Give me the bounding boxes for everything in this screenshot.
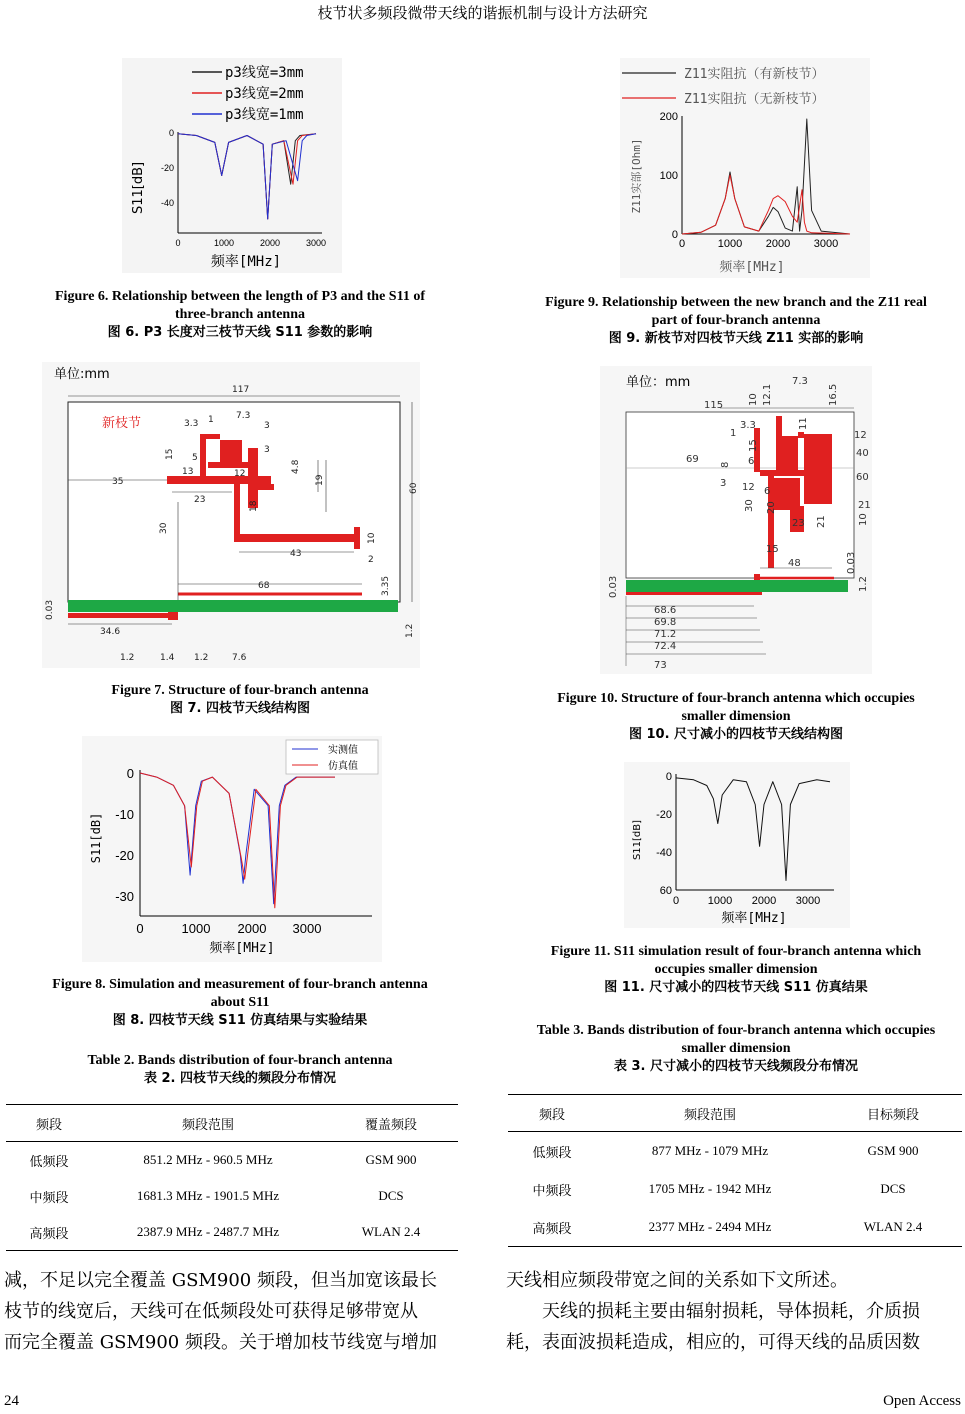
dim-label: 10 (858, 513, 869, 526)
dim-label: 30 (159, 522, 169, 534)
table-header-cell: 频段范围 (596, 1095, 824, 1132)
table-cell: DCS (378, 1188, 404, 1203)
x-axis-label: 频率[MHz] (719, 260, 785, 275)
figure-10-caption-zh: 图 10. 尺寸减小的四枝节天线结构图 (628, 727, 844, 742)
dim-label: 3.35 (381, 575, 391, 596)
dim-label: 23 (792, 518, 805, 529)
legend-label: p3线宽=1mm (225, 107, 304, 123)
dim-label: 115 (704, 400, 724, 411)
dim-label: 3 (264, 421, 270, 431)
dim-label: 3.3 (184, 419, 199, 429)
x-axis-label: 频率[MHz] (721, 911, 787, 926)
dim-label: 12 (234, 469, 246, 479)
table-row (508, 1132, 962, 1171)
table-3-title-zh: 表 3. 尺寸减小的四枝节天线频段分布情况 (613, 1059, 859, 1074)
dim-label: 7.3 (792, 376, 808, 387)
table-header-cell: 频段 (508, 1095, 596, 1132)
table-header-cell: 频段范围 (92, 1105, 324, 1142)
table-cell: WLAN 2.4 (324, 1214, 458, 1251)
dim-label: 60 (856, 472, 869, 483)
x-axis-label: 频率[MHz] (210, 254, 282, 270)
y-tick-label: -40 (656, 847, 672, 859)
y-axis-label: S11[dB] (89, 812, 103, 864)
table-cell: 877 MHz - 1079 MHz (651, 1143, 769, 1158)
figure-8-caption-zh: 图 8. 四枝节天线 S11 仿真结果与实验结果 (112, 1013, 368, 1028)
dim-label: 5 (192, 453, 198, 463)
dim-label: 43 (290, 549, 302, 559)
dim-label: 8 (720, 461, 731, 468)
dim-label: 71.2 (654, 629, 677, 640)
y-axis-label: Z11实部[Ohm] (630, 138, 643, 214)
figure-8-chart (82, 736, 382, 962)
x-axis-label: 频率[MHz] (209, 941, 275, 956)
x-tick-label: 2000 (259, 238, 281, 248)
dim-label: 0.03 (608, 575, 619, 598)
figure-6-caption-en: Figure 6. Relationship between the length of P3 and the S11 of (55, 289, 425, 304)
dim-label: 1.2 (194, 653, 209, 663)
x-tick-label: 2000 (751, 895, 777, 907)
dim-label: 23 (194, 495, 206, 505)
x-tick-label: 0 (672, 895, 680, 907)
table-cell: 2387.9 MHz - 2487.7 MHz (92, 1214, 324, 1251)
dim-label: 1 (208, 415, 214, 425)
table-row (6, 1178, 458, 1214)
dim-label: 7.6 (232, 653, 247, 663)
running-header: 枝节状多频段微带天线的谐振机制与设计方法研究 (317, 4, 648, 22)
journal-footer: Open Access (883, 1393, 961, 1409)
dim-label: 48 (788, 558, 801, 569)
dim-label: 12 (854, 430, 867, 441)
dim-label: 7.3 (236, 411, 251, 421)
dim-label: 72.4 (654, 641, 677, 652)
table-row (6, 1142, 458, 1179)
figure-11-caption-en-2: occupies smaller dimension (654, 962, 818, 977)
dim-label: 1.4 (160, 653, 175, 663)
dim-label: 10 (367, 532, 377, 544)
table-cell: GSM 900 (365, 1152, 417, 1167)
page-number: 24 (4, 1393, 19, 1409)
table-cell: 中频段 (29, 1189, 69, 1205)
dim-label: 1.2 (858, 576, 869, 592)
dim-label: 2 (368, 555, 374, 565)
dim-label: 0.03 (45, 599, 55, 620)
table-3-title-en: Table 3. Bands distribution of four-branch antenna which occupies (536, 1023, 936, 1038)
figure-11-caption-en: Figure 11. S11 simulation result of four-branch antenna which (550, 944, 922, 959)
dim-label: 21 (816, 515, 827, 528)
table-cell: DCS (880, 1181, 906, 1196)
dim-label: 19 (315, 474, 325, 486)
table-header-cell: 目标频段 (824, 1095, 962, 1132)
x-tick-label: 3000 (305, 238, 327, 248)
dim-label: 34.6 (100, 627, 121, 637)
dim-label: 30 (744, 499, 755, 512)
x-tick-label: 0 (175, 238, 181, 248)
table-cell: 高频段 (6, 1214, 92, 1251)
paragraph-line: 耗，表面波损耗造成，相应的，可得天线的品质因数 (506, 1332, 920, 1353)
y-axis-label: S11[dB] (131, 161, 146, 215)
figure-6-chart (122, 58, 342, 273)
dim-label: 3 (720, 478, 727, 489)
legend-label: Z11实阻抗（无新枝节） (684, 92, 825, 107)
dim-label: 1.2 (120, 653, 135, 663)
dim-label: 12.1 (762, 383, 773, 406)
dim-label: 35 (112, 477, 124, 487)
figure-10-caption-en-2: smaller dimension (681, 709, 791, 724)
dim-label: 15 (165, 448, 175, 460)
table-3 (508, 1094, 962, 1247)
figure-9-caption-en: Figure 9. Relationship between the new branch and the Z11 real (545, 295, 927, 310)
figure-10-caption-en: Figure 10. Structure of four-branch antenna which occupies (557, 691, 915, 706)
legend-label: p3线宽=3mm (225, 65, 304, 81)
dim-label: 1.2 (405, 623, 415, 638)
x-tick-label: 1000 (213, 238, 235, 248)
paragraph-line: 减，不足以完全覆盖 GSM900 频段，但当加宽该最长 (4, 1270, 437, 1291)
dim-label: 68 (258, 581, 270, 591)
y-tick-label: 60 (659, 885, 672, 897)
dim-label: 117 (232, 385, 250, 395)
dim-label: 15 (748, 439, 759, 452)
x-tick-label: 2000 (237, 921, 267, 936)
paragraph-line: 天线相应频段带宽之间的关系如下文所述。 (506, 1270, 848, 1291)
figure-8-caption-en: Figure 8. Simulation and measurement of four-branch antenna (52, 977, 428, 992)
table-cell: GSM 900 (867, 1143, 919, 1158)
dim-label: 11 (798, 417, 809, 430)
y-axis-label: S11[dB] (632, 819, 643, 861)
table-2 (6, 1104, 458, 1251)
figure-7-caption-en: Figure 7. Structure of four-branch antenna (111, 683, 369, 698)
x-tick-label: 3000 (813, 238, 839, 250)
dim-label: 6 (764, 486, 771, 497)
table-cell: 2377 MHz - 2494 MHz (596, 1208, 824, 1247)
legend-label: 实测值 (328, 745, 358, 756)
y-tick-label: -20 (656, 809, 672, 821)
table-header-cell: 覆盖频段 (324, 1105, 458, 1142)
dim-label: 60 (409, 482, 419, 494)
figure-11-caption-zh: 图 11. 尺寸减小的四枝节天线 S11 仿真结果 (604, 980, 868, 995)
figure-8-caption-en-2: about S11 (210, 995, 270, 1010)
dim-label: 4.8 (291, 459, 301, 474)
dim-label: 69 (686, 454, 699, 465)
dim-label: 1 (730, 428, 737, 439)
y-tick-label: -20 (115, 848, 134, 863)
dim-label: 21 (858, 500, 871, 511)
dim-label: 40 (856, 448, 869, 459)
legend-label: 仿真值 (328, 761, 358, 772)
dim-label: 10 (748, 393, 759, 406)
figure-7-caption-zh: 图 7. 四枝节天线结构图 (169, 701, 311, 716)
dim-label: 13 (182, 467, 194, 477)
table-cell: 1681.3 MHz - 1901.5 MHz (136, 1188, 280, 1203)
table-cell: WLAN 2.4 (824, 1208, 962, 1247)
table-cell: 高频段 (508, 1208, 596, 1247)
x-tick-label: 1000 (707, 895, 733, 907)
right-column-text (506, 1265, 965, 1358)
x-tick-label: 3000 (292, 921, 322, 936)
dim-label: 73 (654, 660, 667, 671)
y-tick-label: 0 (665, 771, 672, 783)
paragraph-line: 而完全覆盖 GSM900 频段。关于增加枝节线宽与增加 (4, 1332, 437, 1353)
y-tick-label: -40 (160, 198, 174, 208)
y-tick-label: 100 (659, 170, 678, 182)
table-3-title-en-2: smaller dimension (681, 1041, 791, 1056)
figure-9-caption-en-2: part of four-branch antenna (651, 313, 821, 328)
paragraph-line: 天线的损耗主要由辐射损耗，导体损耗，介质损 (542, 1301, 920, 1322)
unit-label: 单位：mm (626, 375, 691, 390)
table-cell: 低频段 (532, 1144, 572, 1160)
table-row (6, 1214, 458, 1251)
left-column-text (4, 1265, 466, 1358)
dim-label: 15 (766, 544, 779, 555)
table-2-title-en: Table 2. Bands distribution of four-branch antenna (87, 1053, 393, 1068)
legend-label: p3线宽=2mm (225, 86, 304, 102)
figure-7-structure-diagram (42, 362, 420, 668)
x-tick-label: 0 (678, 238, 686, 250)
table-row (508, 1208, 962, 1247)
dim-label: 6 (748, 456, 755, 467)
y-tick-label: -30 (115, 889, 134, 904)
x-tick-label: 0 (136, 921, 144, 936)
y-tick-label: -10 (115, 807, 134, 822)
x-tick-label: 1000 (181, 921, 211, 936)
figure-6-caption-zh: 图 6. P3 长度对三枝节天线 S11 参数的影响 (107, 325, 373, 340)
new-branch-label: 新枝节 (102, 416, 142, 431)
dim-label: 20 (766, 501, 777, 514)
dim-label: 0.03 (846, 551, 857, 574)
dim-label: 18 (249, 500, 259, 512)
dim-label: 3 (264, 445, 270, 455)
table-header-row (508, 1095, 962, 1132)
dim-label: 68.6 (654, 605, 677, 616)
table-cell: 低频段 (29, 1153, 69, 1169)
dim-label: 69.8 (654, 617, 677, 628)
dim-label: 16.5 (828, 383, 839, 406)
dim-label: 3.3 (740, 420, 756, 431)
legend-label: Z11实阻抗（有新枝节） (684, 67, 825, 82)
y-tick-label: 0 (126, 766, 134, 781)
x-tick-label: 3000 (795, 895, 821, 907)
table-header-cell: 频段 (6, 1105, 92, 1142)
unit-label: 单位:mm (54, 367, 110, 382)
table-2-title-zh: 表 2. 四枝节天线的频段分布情况 (143, 1071, 337, 1086)
y-tick-label: 200 (659, 111, 678, 123)
x-tick-label: 1000 (717, 238, 743, 250)
y-tick-label: 0 (168, 128, 174, 138)
table-cell: 中频段 (532, 1182, 572, 1198)
y-tick-label: -20 (160, 163, 174, 173)
figure-6-caption-en-2: three-branch antenna (174, 307, 306, 322)
figure-10-structure-diagram (600, 366, 872, 674)
figure-11-chart (624, 762, 850, 928)
y-tick-label: 0 (671, 229, 678, 241)
figure-9-chart (620, 58, 870, 278)
table-row (508, 1170, 962, 1208)
paragraph-line: 枝节的线宽后，天线可在低频段处可获得足够带宽从 (4, 1301, 418, 1322)
table-cell: 1705 MHz - 1942 MHz (648, 1181, 772, 1196)
dim-label: 12 (742, 482, 755, 493)
x-tick-label: 2000 (765, 238, 791, 250)
table-cell: 851.2 MHz - 960.5 MHz (143, 1152, 273, 1167)
figure-9-caption-zh: 图 9. 新枝节对四枝节天线 Z11 实部的影响 (608, 331, 864, 346)
table-header-row (6, 1105, 458, 1142)
